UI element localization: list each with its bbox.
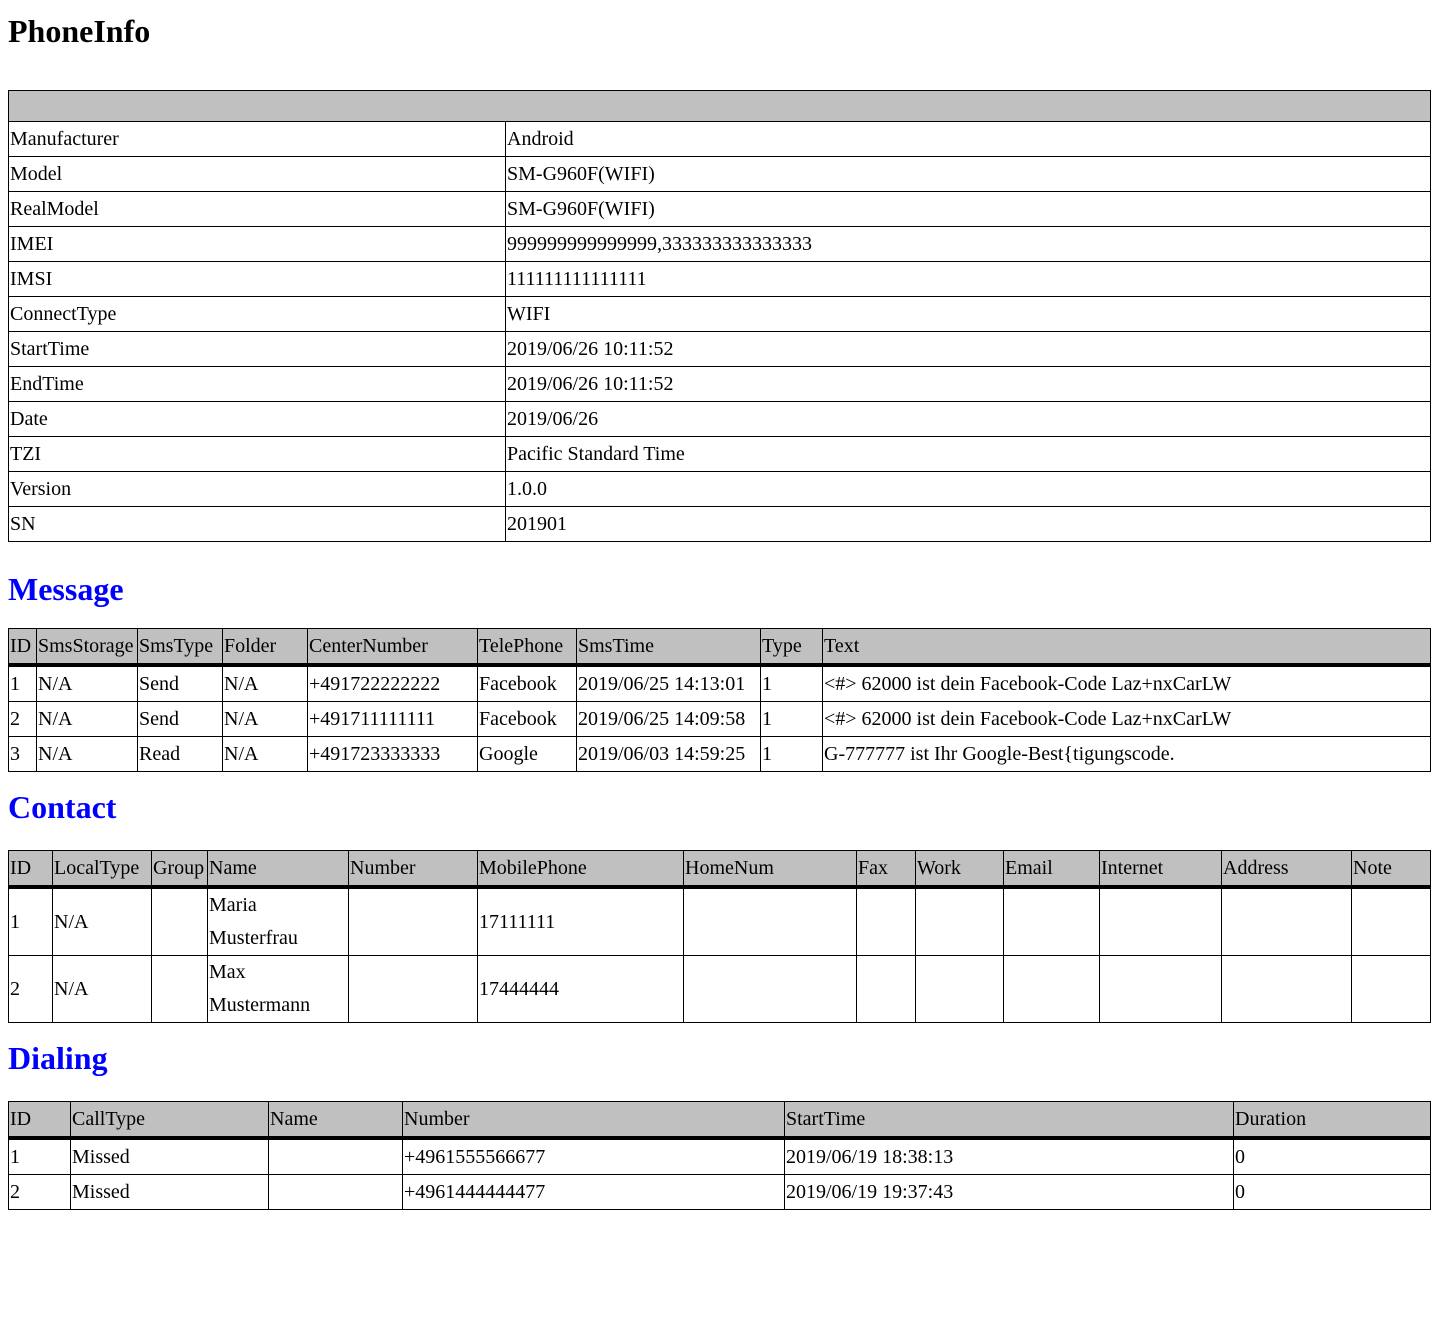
info-value: 2019/06/26 xyxy=(506,402,1431,437)
table-cell xyxy=(684,887,857,956)
message-heading: Message xyxy=(8,571,124,607)
info-value: 2019/06/26 10:11:52 xyxy=(506,332,1431,367)
info-value: Android xyxy=(506,122,1431,157)
contact-name: Max Mustermann xyxy=(208,956,349,1023)
table-cell: 0 xyxy=(1234,1175,1431,1210)
table-cell: +491723333333 xyxy=(308,737,478,772)
column-header: Number xyxy=(349,851,478,888)
info-row xyxy=(9,402,1431,437)
info-key: RealModel xyxy=(9,192,506,227)
info-key: Model xyxy=(9,157,506,192)
info-key: TZI xyxy=(9,437,506,472)
table-row xyxy=(9,1138,1431,1175)
table-cell: 2 xyxy=(9,1175,71,1210)
info-key: EndTime xyxy=(9,367,506,402)
column-header: HomeNum xyxy=(684,851,857,888)
table-cell: Google xyxy=(478,737,577,772)
table-cell: 1 xyxy=(9,665,37,702)
table-cell: 2 xyxy=(9,702,37,737)
table-cell: 2019/06/19 18:38:13 xyxy=(785,1138,1234,1175)
column-header: Group xyxy=(152,851,208,888)
dialing-table xyxy=(8,1101,1431,1210)
table-cell xyxy=(1100,956,1222,1023)
table-cell: +491722222222 xyxy=(308,665,478,702)
table-cell xyxy=(916,956,1004,1023)
phone-info-table xyxy=(8,90,1431,542)
table-cell: N/A xyxy=(223,702,308,737)
table-cell: N/A xyxy=(37,665,138,702)
column-header: Note xyxy=(1352,851,1431,888)
message-header-row xyxy=(9,629,1431,666)
table-row xyxy=(9,887,1431,956)
table-cell: N/A xyxy=(37,702,138,737)
table-cell: 0 xyxy=(1234,1138,1431,1175)
table-cell: Missed xyxy=(71,1175,269,1210)
table-cell xyxy=(1004,956,1100,1023)
table-cell: 2019/06/25 14:09:58 xyxy=(577,702,761,737)
info-row xyxy=(9,437,1431,472)
column-header: Name xyxy=(208,851,349,888)
table-row xyxy=(9,665,1431,702)
table-cell: 17444444 xyxy=(478,956,684,1023)
table-cell xyxy=(684,956,857,1023)
column-header: Internet xyxy=(1100,851,1222,888)
info-key: Version xyxy=(9,472,506,507)
column-header: SmsType xyxy=(138,629,223,666)
info-key: StartTime xyxy=(9,332,506,367)
column-header: SmsTime xyxy=(577,629,761,666)
table-cell: Facebook xyxy=(478,702,577,737)
info-row xyxy=(9,332,1431,367)
table-cell: Missed xyxy=(71,1138,269,1175)
table-cell: N/A xyxy=(53,956,152,1023)
info-value: 999999999999999,333333333333333 xyxy=(506,227,1431,262)
column-header: Email xyxy=(1004,851,1100,888)
table-cell: 1 xyxy=(761,702,823,737)
table-cell: 1 xyxy=(9,1138,71,1175)
info-row xyxy=(9,367,1431,402)
table-cell xyxy=(269,1138,403,1175)
table-row xyxy=(9,1175,1431,1210)
info-row xyxy=(9,157,1431,192)
info-row xyxy=(9,472,1431,507)
table-cell: N/A xyxy=(223,737,308,772)
table-cell: G-777777 ist Ihr Google-Best{tigungscode. xyxy=(823,737,1431,772)
column-header: ID xyxy=(9,1102,71,1139)
table-cell: 1 xyxy=(9,887,53,956)
info-value: SM-G960F(WIFI) xyxy=(506,157,1431,192)
table-cell: Facebook xyxy=(478,665,577,702)
info-key: ConnectType xyxy=(9,297,506,332)
contact-heading: Contact xyxy=(8,789,117,825)
info-row xyxy=(9,297,1431,332)
table-row xyxy=(9,737,1431,772)
table-cell: Send xyxy=(138,665,223,702)
info-key: Manufacturer xyxy=(9,122,506,157)
column-header: Text xyxy=(823,629,1431,666)
info-value: 111111111111111 xyxy=(506,262,1431,297)
column-header: Folder xyxy=(223,629,308,666)
column-header: MobilePhone xyxy=(478,851,684,888)
info-key: Date xyxy=(9,402,506,437)
info-key: SN xyxy=(9,507,506,542)
table-cell: 1 xyxy=(761,737,823,772)
dialing-header-row xyxy=(9,1102,1431,1139)
table-cell: 1 xyxy=(761,665,823,702)
column-header: StartTime xyxy=(785,1102,1234,1139)
info-key: IMEI xyxy=(9,227,506,262)
table-cell xyxy=(152,887,208,956)
table-cell xyxy=(1222,887,1352,956)
table-cell: <#> 62000 ist dein Facebook-Code Laz+nxCarLW xyxy=(823,665,1431,702)
table-cell: N/A xyxy=(53,887,152,956)
table-cell: +491711111111 xyxy=(308,702,478,737)
table-cell xyxy=(349,956,478,1023)
message-table xyxy=(8,628,1431,772)
info-row xyxy=(9,507,1431,542)
table-row xyxy=(9,956,1431,1023)
dialing-heading: Dialing xyxy=(8,1040,108,1076)
table-cell xyxy=(857,956,916,1023)
table-cell: N/A xyxy=(37,737,138,772)
info-value: 1.0.0 xyxy=(506,472,1431,507)
column-header: ID xyxy=(9,629,37,666)
table-cell: 2019/06/25 14:13:01 xyxy=(577,665,761,702)
table-cell xyxy=(1004,887,1100,956)
info-value: SM-G960F(WIFI) xyxy=(506,192,1431,227)
table-cell xyxy=(1100,887,1222,956)
column-header: Work xyxy=(916,851,1004,888)
info-header-row xyxy=(9,91,1431,122)
column-header: SmsStorage xyxy=(37,629,138,666)
contact-header-row xyxy=(9,851,1431,888)
info-value: 2019/06/26 10:11:52 xyxy=(506,367,1431,402)
table-cell xyxy=(269,1175,403,1210)
column-header: CenterNumber xyxy=(308,629,478,666)
table-cell xyxy=(1352,887,1431,956)
table-cell xyxy=(916,887,1004,956)
table-cell: 2 xyxy=(9,956,53,1023)
info-header-blank xyxy=(9,91,1431,122)
info-value: 201901 xyxy=(506,507,1431,542)
column-header: Name xyxy=(269,1102,403,1139)
table-cell xyxy=(349,887,478,956)
table-cell: Read xyxy=(138,737,223,772)
table-cell xyxy=(1222,956,1352,1023)
column-header: TelePhone xyxy=(478,629,577,666)
contact-table xyxy=(8,850,1431,1023)
column-header: Duration xyxy=(1234,1102,1431,1139)
table-cell xyxy=(152,956,208,1023)
info-row xyxy=(9,227,1431,262)
info-row xyxy=(9,192,1431,227)
table-row xyxy=(9,702,1431,737)
contact-name: Maria Musterfrau xyxy=(208,887,349,956)
info-value: Pacific Standard Time xyxy=(506,437,1431,472)
table-cell xyxy=(857,887,916,956)
table-cell: 2019/06/19 19:37:43 xyxy=(785,1175,1234,1210)
info-value: WIFI xyxy=(506,297,1431,332)
table-cell: <#> 62000 ist dein Facebook-Code Laz+nxCarLW xyxy=(823,702,1431,737)
column-header: Type xyxy=(761,629,823,666)
info-row xyxy=(9,122,1431,157)
info-key: IMSI xyxy=(9,262,506,297)
table-cell: Send xyxy=(138,702,223,737)
column-header: Number xyxy=(403,1102,785,1139)
column-header: Address xyxy=(1222,851,1352,888)
table-cell: 17111111 xyxy=(478,887,684,956)
column-header: LocalType xyxy=(53,851,152,888)
table-cell: 3 xyxy=(9,737,37,772)
table-cell: +4961555566677 xyxy=(403,1138,785,1175)
table-cell: +4961444444477 xyxy=(403,1175,785,1210)
table-cell: N/A xyxy=(223,665,308,702)
info-row xyxy=(9,262,1431,297)
page-title: PhoneInfo xyxy=(8,13,151,49)
table-cell xyxy=(1352,956,1431,1023)
column-header: Fax xyxy=(857,851,916,888)
column-header: ID xyxy=(9,851,53,888)
table-cell: 2019/06/03 14:59:25 xyxy=(577,737,761,772)
column-header: CallType xyxy=(71,1102,269,1139)
